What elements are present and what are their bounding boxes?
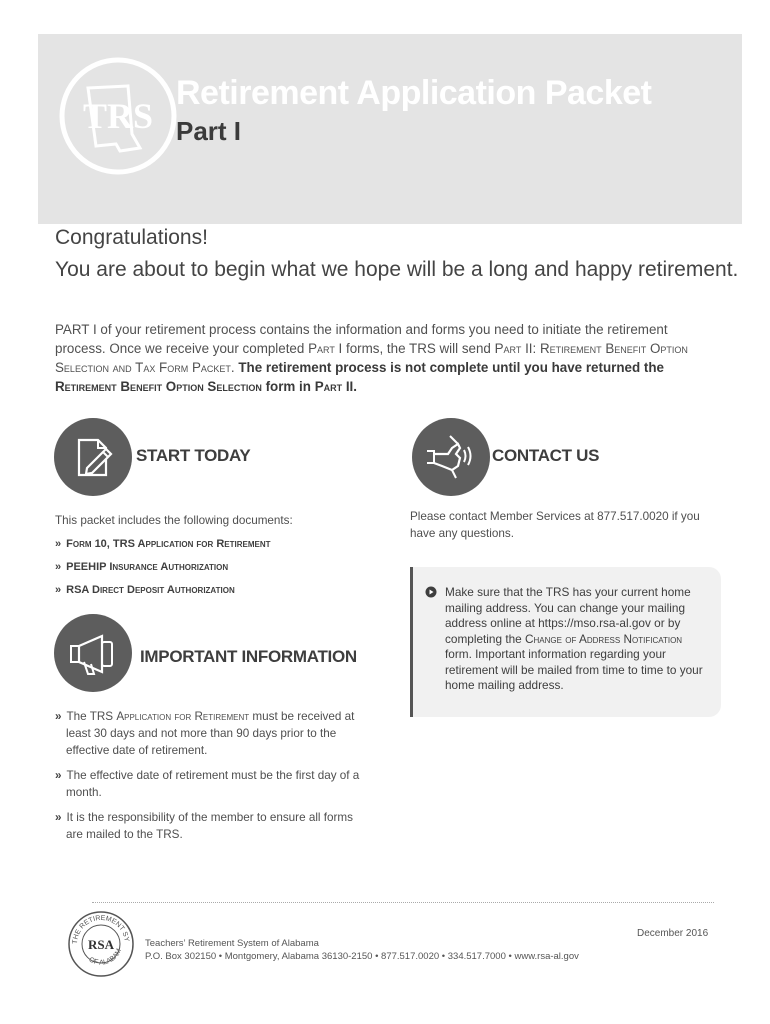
intro-text: forms, the TRS will send [342,341,495,356]
bullet-marker: » [55,538,62,550]
intro-bold-text: form in [261,379,315,394]
note-text: Make sure that the TRS has your current home mailing address. You can change your mailing address online at https://mso.rsa-al.gov or by completing the [445,585,691,646]
greeting-line-1: Congratulations! [55,226,208,249]
bullet-marker: » [55,811,62,824]
intro-part-ii: Part II [314,379,354,394]
rsa-seal-logo [67,910,135,978]
intro-bold-text: The retirement process is not complete until you have returned the [238,360,664,375]
document-name: RSA Direct Deposit Authorization [66,584,235,596]
footer-divider [92,902,714,903]
info-form-name: Application for Retirement [116,710,250,723]
info-text: must be received at least 30 days and not more than 90 days prior to the effective date of retirement. [66,710,355,757]
important-info-list [55,708,365,851]
documents-list [55,538,271,607]
start-today-title: START TODAY [136,446,251,465]
greeting-line-2: You are about to begin what we hope will be a long and happy retirement. [55,258,739,281]
intro-text: PART I of your retirement process contains the information and forms you need to initiate the retirement process. Once we receive your completed [55,322,668,356]
intro-part-i: Part I [308,341,343,356]
contact-text: Please contact Member Services at 877.517.0020 if you have any questions. [410,510,700,540]
info-text: The TRS [66,710,117,723]
intro-paragraph [55,320,705,396]
megaphone-icon [54,614,132,692]
list-item [55,561,271,584]
address-note-box [410,567,721,717]
phone-hand-icon [412,418,490,496]
logo-text: TRS [82,96,154,136]
contact-us-title: CONTACT US [492,446,600,465]
footer-date: December 2016 [637,928,709,939]
document-pencil-icon [54,418,132,496]
intro-text: . [230,360,239,375]
bullet-marker: » [55,561,62,573]
intro-rbos-form: Retirement Benefit Option Selection [55,379,262,394]
seal-bottom-text: OF ALABAM [87,947,124,967]
trs-logo [58,56,178,176]
document-name: Form 10, TRS Application for Retirement [66,538,271,550]
footer-address: P.O. Box 302150 • Montgomery, Alabama 36130-2150 • 877.517.0020 • 334.517.7000 • www.rsa-al.gov [145,951,579,962]
seal-center-text: RSA [87,937,115,952]
intro-part-ii-packet: Part II: Retirement Benefit Option Selection and Tax Form Packet [55,341,688,375]
bullet-marker: » [55,769,62,782]
play-circle-icon [425,586,437,598]
page-title: Retirement Application Packet [176,74,652,112]
info-text: The effective date of retirement must be the first day of a month. [66,769,360,799]
bullet-marker: » [55,710,62,723]
note-form-name: Change of Address Notification [525,631,683,646]
info-text: It is the responsibility of the member to ensure all forms are mailed to the TRS. [66,811,353,841]
document-name: PEEHIP Insurance Authorization [66,561,229,573]
list-item [55,809,365,843]
page-subtitle: Part I [176,116,242,146]
list-item [55,584,271,607]
important-info-title: IMPORTANT INFORMATION [140,647,357,666]
list-item [55,767,365,801]
list-item [55,538,271,561]
documents-lead: This packet includes the following documents: [55,514,293,527]
note-text: form. Important information regarding your retirement will be mailed from time to time to your home mailing address. [445,647,703,692]
list-item [55,708,365,759]
seal-top-text: THE RETIREMENT SY [71,914,130,945]
intro-bold-text: . [353,379,358,394]
address-note-text [445,585,707,694]
bullet-marker: » [55,584,62,596]
footer-organization: Teachers’ Retirement System of Alabama [145,938,319,949]
